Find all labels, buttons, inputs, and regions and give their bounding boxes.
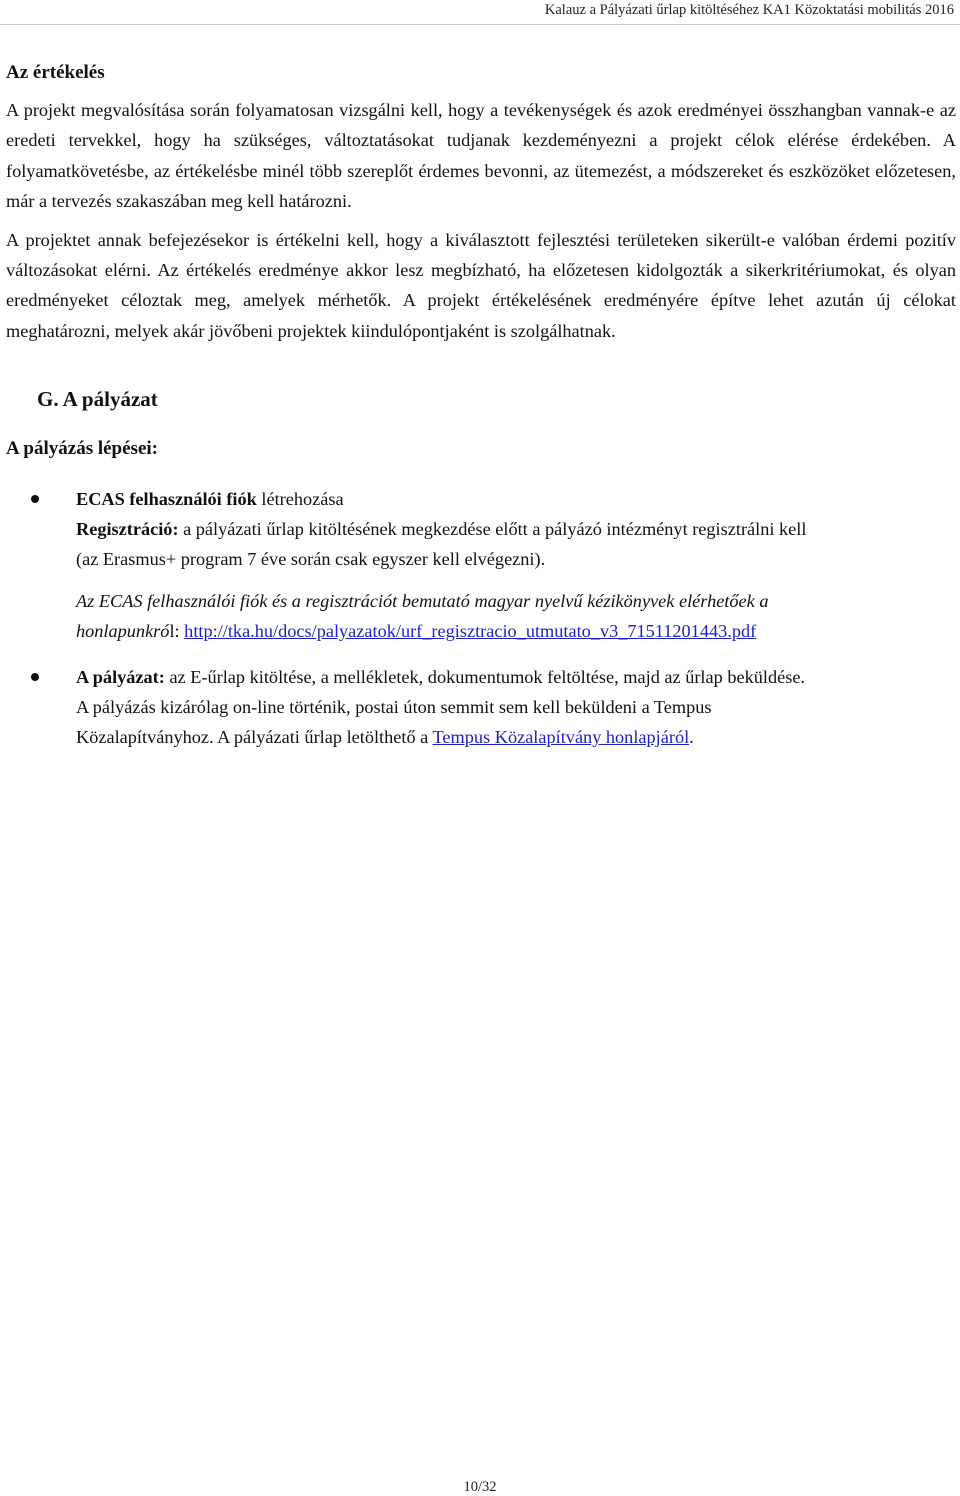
item2-line-1 [76, 662, 956, 692]
page-content [6, 58, 956, 752]
header-divider [0, 24, 960, 25]
evaluation-paragraph-1: A projekt megvalósítása során folyamatosan vizsgálni kell, hogy a tevékenységek és azok eredményei összhangban vannak-e az eredeti tervekkel, hogy ha szükséges, változtatásokat tudjanak kezdeményezni a projekt célok elérése érdekében. A folyamatkövetésbe, az értékelésbe minél több szereplőt érdemes bevonni, az ütemezést, a módszereket és eszközöket előzetesen, már a tervezés szakaszában meg kell határozni. [6, 100, 956, 212]
registration-line-2: (az Erasmus+ program 7 éve során csak egyszer kell elvégezni). [76, 549, 546, 570]
manual-note-line-1: Az ECAS felhasználói fiók és a regisztrációt bemutató magyar nyelvű kézikönyvek elérhetőek a [76, 591, 769, 612]
registration-line [76, 514, 956, 544]
registration-guide-link[interactable]: http://tka.hu/docs/palyazatok/urf_regisztracio_utmutato_v3_71511201443.pdf [184, 621, 757, 642]
registration-text: a pályázati űrlap kitöltésének megkezdése előtt a pályázó intézményt regisztrálni kell [178, 519, 807, 540]
item2-line-3-prefix: Közalapítványhoz. A pályázati űrlap letölthető a [76, 727, 433, 748]
note-prefix: honlapunkró [76, 621, 170, 642]
list-item [6, 484, 956, 646]
page-number: 10/32 [463, 1479, 497, 1495]
steps-list [6, 484, 956, 752]
item2-line-2: A pályázás kizárólag on-line történik, postai úton semmit sem kell beküldeni a Tempus [76, 697, 712, 718]
item1-title [76, 484, 956, 514]
item2-line-3 [76, 722, 956, 752]
ecas-account-label: ECAS felhasználói fiók [76, 489, 257, 510]
item2-line-3-suffix: . [689, 727, 694, 748]
application-label: A pályázat: [76, 667, 165, 688]
manual-note-line-2 [76, 616, 956, 646]
section-heading: Az értékelés [6, 62, 105, 83]
bullet-icon [31, 673, 39, 681]
tempus-homepage-link[interactable]: Tempus Közalapítvány honlapjáról [432, 727, 690, 748]
item2-lead-text: az E-űrlap kitöltése, a mellékletek, dokumentumok feltöltése, majd az űrlap beküldése. [164, 667, 806, 688]
steps-heading: A pályázás lépései: [6, 438, 158, 460]
evaluation-paragraph-2: A projektet annak befejezésekor is értékelni kell, hogy a kiválasztott fejlesztési területeken sikerült-e valóban érdemi pozitív változásokat elérni. Az értékelés eredménye akkor lesz megbízható, ha előzetesen kidolgozták a sikerkritériumokat, és olyan eredményeket céloztak meg, amelyek mérhetők. A projekt értékelésének eredményére építve lehet azután új célokat meghatározni, melyek akár jövőbeni projektek kiindulópontjaként is szolgálhatnak. [6, 229, 956, 341]
list-item [6, 662, 956, 752]
registration-label: Regisztráció: [76, 519, 179, 540]
note-suffix: l: [169, 621, 185, 642]
item1-title-rest: létrehozása [256, 489, 344, 510]
bullet-icon [31, 495, 39, 503]
running-header: Kalauz a Pályázati űrlap kitöltéséhez KA1 Közoktatási mobilitás 2016 [544, 2, 954, 18]
chapter-heading: G. A pályázat [37, 387, 158, 412]
